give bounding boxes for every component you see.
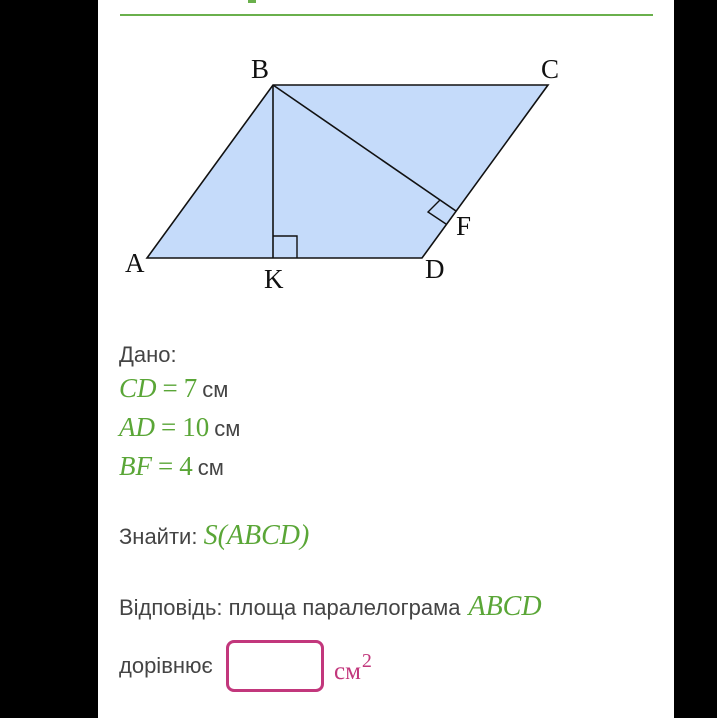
given-list [119,373,240,490]
vertex-label-a: A [125,248,145,278]
find-expression: S(ABCD) [203,520,310,551]
given-eq: = [161,412,177,442]
answer-figure-name: ABCD [468,591,542,622]
parallelogram-abcd [147,85,548,258]
vertex-label-b: B [251,54,270,84]
given-item-cd [119,373,240,412]
vertex-label-k: K [264,264,284,294]
given-lhs: CD [119,373,157,403]
given-lhs: AD [119,412,155,442]
vertex-label-d: D [425,254,445,284]
given-unit: см [202,377,229,402]
given-unit: см [214,416,241,441]
given-value: 4 [179,451,193,481]
given-lhs: BF [119,451,152,481]
answer-unit [334,650,372,686]
given-value: 10 [182,412,210,442]
given-item-bf [119,451,240,490]
answer-word: дорівнює [119,653,213,678]
vertex-label-f: F [456,211,472,241]
given-unit: см [197,455,224,480]
given-item-ad [119,412,240,451]
given-label: Дано: [119,342,177,367]
answer-unit-power: 2 [361,650,372,672]
given-eq: = [162,373,178,403]
find-label: Знайти: [119,524,198,549]
answer-prefix: Відповідь: площа паралелограма [119,595,461,620]
given-value: 7 [183,373,198,403]
answer-input[interactable] [226,640,324,692]
parallelogram-figure [0,0,717,330]
answer-unit-base: см [334,658,361,685]
given-eq: = [158,451,174,481]
vertex-label-c: C [541,54,560,84]
answer-row [119,591,542,623]
find-row [119,520,309,552]
